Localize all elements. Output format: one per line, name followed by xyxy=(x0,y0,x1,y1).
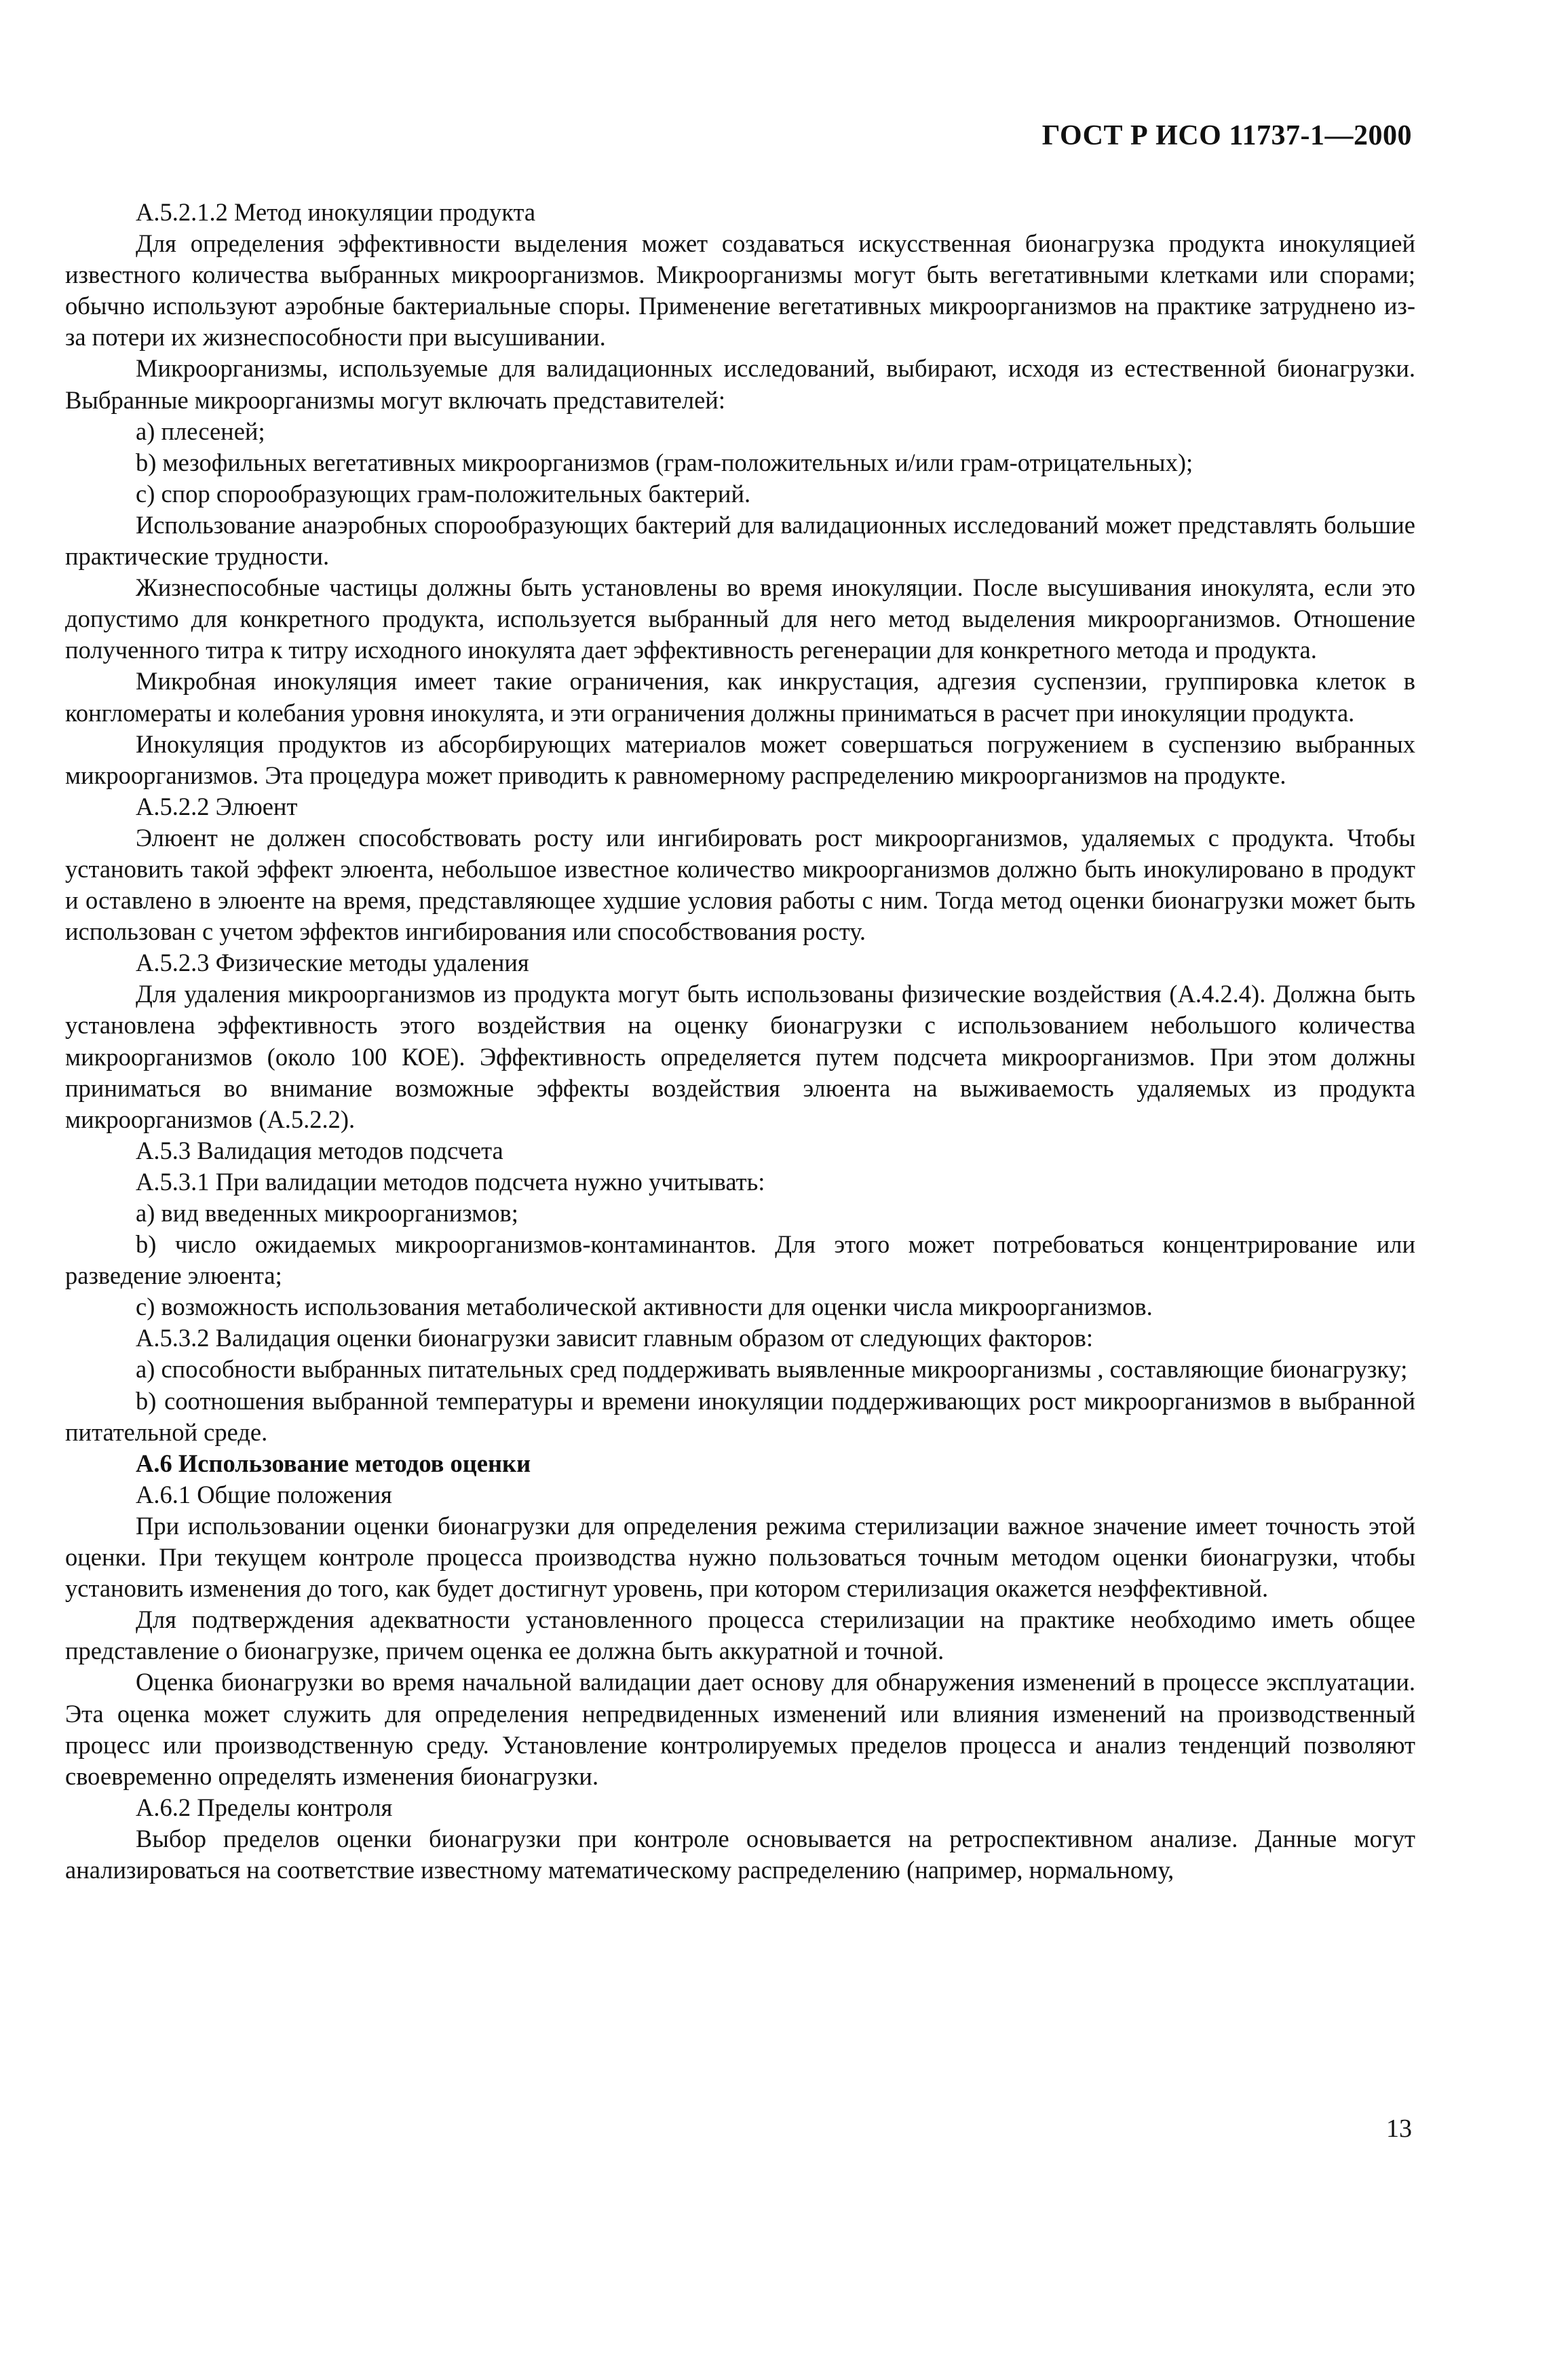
paragraph: а) вид введенных микроорганизмов; xyxy=(136,1199,518,1227)
paragraph: Для определения эффективности выделения может создаваться искусственная бионагрузка продукта инокуляцией известного количества выбранных микроорганизмов. Микроорганизмы могут быть вегетативными клетками или спорами; обычно используют аэробные бактериальные споры. Применение вегетативных микроорганизмов на практике затруднено из-за потери их жизнеспособности при высушивании. xyxy=(65,229,1415,351)
paragraph: с) возможность использования метаболической активности для оценки числа микроорганизмов. xyxy=(136,1293,1153,1321)
paragraph: а) способности выбранных питательных сред поддерживать выявленные микроорганизмы , составляющие бионагрузку; xyxy=(136,1355,1408,1384)
paragraph: При использовании оценки бионагрузки для определения режима стерилизации важное значение имеет точность этой оценки. При текущем контроле процесса производства нужно пользоваться точным методом оценки бионагрузки, чтобы установить изменения до того, как будет достигнут уровень, при котором стерилизация окажется неэффективной. xyxy=(65,1511,1415,1603)
paragraph: Оценка бионагрузки во время начальной валидации дает основу для обнаружения изменений в процессе эксплуатации. Эта оценка может служить для определения непредвиденных изменений или влияния изменений на производственный процесс или производственную среду. Установление контролируемых пределов процесса и анализ тенденций позволяют своевременно определять изменения бионагрузки. xyxy=(65,1668,1415,1790)
paragraph: А.5.2.2 Элюент xyxy=(136,792,298,820)
paragraph: А.5.3 Валидация методов подсчета xyxy=(136,1136,503,1164)
document-body xyxy=(65,197,1415,1886)
paragraph: Микробная инокуляция имеет такие ограничения, как инкрустация, адгезия суспензии, группировка клеток в конгломераты и колебания уровня инокулята, и эти ограничения должны приниматься в расчет при инокуляции продукта. xyxy=(65,667,1415,727)
paragraph: А.5.2.1.2 Метод инокуляции продукта xyxy=(136,198,536,226)
paragraph: а) плесеней; xyxy=(136,417,265,445)
paragraph: b) соотношения выбранной температуры и времени инокуляции поддерживающих рост микроорганизмов в выбранной питательной среде. xyxy=(65,1386,1415,1446)
paragraph: А.5.2.3 Физические методы удаления xyxy=(136,949,529,977)
paragraph: Использование анаэробных спорообразующих бактерий для валидационных исследований может представлять большие практические трудности. xyxy=(65,510,1415,571)
paragraph: b) число ожидаемых микроорганизмов-контаминантов. Для этого может потребоваться концентрирование или разведение элюента; xyxy=(65,1230,1415,1290)
paragraph: b) мезофильных вегетативных микроорганизмов (грам-положительных и/или грам-отрицательных); xyxy=(136,448,1193,476)
paragraph: Элюент не должен способствовать росту или ингибировать рост микроорганизмов, удаляемых с продукта. Чтобы установить такой эффект элюента, небольшое известное количество микроорганизмов должно быть инокулировано в продукт и оставлено в элюенте на время, представляющее худшие условия работы с ним. Тогда метод оценки бионагрузки может быть использован с учетом эффектов ингибирования или способствования росту. xyxy=(65,823,1415,946)
paragraph: Выбор пределов оценки бионагрузки при контроле основывается на ретроспективном анализе. Данные могут анализироваться на соответствие известному математическому распределению (например, нормальному, xyxy=(65,1824,1415,1884)
paragraph: Микроорганизмы, используемые для валидационных исследований, выбирают, исходя из естественной бионагрузки. Выбранные микроорганизмы могут включать представителей: xyxy=(65,354,1415,414)
section-heading: А.6 Использование методов оценки xyxy=(136,1449,531,1477)
paragraph: Для удаления микроорганизмов из продукта могут быть использованы физические воздействия (А.4.2.4). Должна быть установлена эффективность этого воздействия на оценку бионагрузки с использованием небольшого количества микроорганизмов (около 100 КОЕ). Эффективность определяется путем подсчета микроорганизмов. При этом должны приниматься во внимание возможные эффекты воздействия элюента на выживаемость удаляемых из продукта микроорганизмов (А.5.2.2). xyxy=(65,980,1415,1133)
paragraph: Для подтверждения адекватности установленного процесса стерилизации на практике необходимо иметь общее представление о бионагрузке, причем оценка ее должна быть аккуратной и точной. xyxy=(65,1605,1415,1665)
paragraph: с) спор спорообразующих грам-положительных бактерий. xyxy=(136,479,751,508)
paragraph: А.5.3.1 При валидации методов подсчета нужно учитывать: xyxy=(136,1167,765,1196)
page-number: 13 xyxy=(1386,2114,1412,2143)
standard-header: ГОСТ Р ИСО 11737-1—2000 xyxy=(1041,120,1412,151)
paragraph: Инокуляция продуктов из абсорбирующих материалов может совершаться погружением в суспензию выбранных микроорганизмов. Эта процедура может приводить к равномерному распределению микроорганизмов на продукте. xyxy=(65,729,1415,789)
paragraph: А.6.1 Общие положения xyxy=(136,1480,392,1508)
paragraph: Жизнеспособные частицы должны быть установлены во время инокуляции. После высушивания инокулята, если это допустимо для конкретного продукта, используется выбранный для него метод выделения микроорганизмов. Отношение полученного титра к титру исходного инокулята дает эффективность регенерации для конкретного метода и продукта. xyxy=(65,573,1415,664)
paragraph: А.5.3.2 Валидация оценки бионагрузки зависит главным образом от следующих факторов: xyxy=(136,1324,1094,1352)
paragraph: А.6.2 Пределы контроля xyxy=(136,1793,393,1821)
